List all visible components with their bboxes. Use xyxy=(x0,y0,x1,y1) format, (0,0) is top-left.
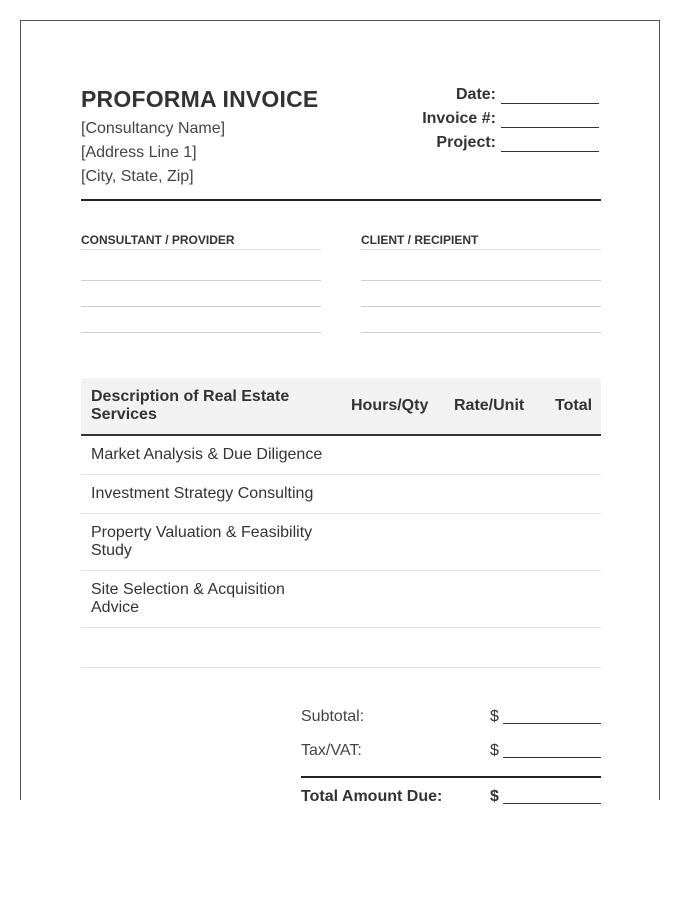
services-table xyxy=(81,378,601,668)
consultant-line[interactable] xyxy=(81,332,321,333)
project-blank-line[interactable] xyxy=(501,135,599,152)
tax-label: Tax/VAT: xyxy=(301,742,362,759)
address-line-1: [Address Line 1] xyxy=(81,144,197,161)
consultant-section xyxy=(81,233,321,250)
table-row xyxy=(81,475,601,514)
tax-blank-line[interactable] xyxy=(503,757,601,758)
subtotal-currency: $ xyxy=(490,708,499,725)
project-label: Project: xyxy=(436,134,496,151)
city-state-zip: [City, State, Zip] xyxy=(81,168,194,185)
table-row xyxy=(81,514,601,571)
date-label: Date: xyxy=(455,86,496,103)
total-due-currency: $ xyxy=(490,788,499,805)
total-header: Total xyxy=(555,397,593,414)
total-due-label: Total Amount Due: xyxy=(301,788,443,805)
date-blank-line[interactable] xyxy=(501,87,599,104)
subtotal-label: Subtotal: xyxy=(301,708,365,725)
invoice-page xyxy=(20,20,660,805)
table-header xyxy=(81,378,601,436)
total-due-blank-line[interactable] xyxy=(503,803,601,804)
total-due-row xyxy=(301,784,601,806)
client-title: CLIENT / RECIPIENT xyxy=(361,233,601,250)
client-line[interactable] xyxy=(361,280,601,281)
date-field xyxy=(456,82,599,104)
table-row xyxy=(81,628,601,668)
consultant-line[interactable] xyxy=(81,280,321,281)
rate-header: Rate/Unit xyxy=(454,397,525,414)
row-description: Site Selection & Acquisition Advice xyxy=(91,581,285,616)
subtotal-blank-line[interactable] xyxy=(503,723,601,724)
subtotal-row xyxy=(301,704,601,726)
header-divider xyxy=(81,199,601,201)
totals-divider xyxy=(301,776,601,778)
tax-currency: $ xyxy=(490,742,499,759)
invoice-number-field xyxy=(422,106,599,128)
invoice-title: PROFORMA INVOICE xyxy=(81,86,319,112)
row-description: Investment Strategy Consulting xyxy=(91,485,314,502)
table-row xyxy=(81,436,601,475)
client-line[interactable] xyxy=(361,332,601,333)
project-field xyxy=(436,130,599,152)
table-row xyxy=(81,571,601,628)
invoice-number-label: Invoice #: xyxy=(422,110,496,127)
qty-header: Hours/Qty xyxy=(351,397,429,414)
client-section xyxy=(361,233,601,250)
row-description: Property Valuation & Feasibility Study xyxy=(91,524,313,559)
consultant-title: CONSULTANT / PROVIDER xyxy=(81,233,321,250)
row-description: Market Analysis & Due Diligence xyxy=(91,446,323,463)
description-header: Description of Real Estate Services xyxy=(91,388,290,423)
consultant-line[interactable] xyxy=(81,306,321,307)
consultancy-name: [Consultancy Name] xyxy=(81,120,226,137)
invoice-number-blank-line[interactable] xyxy=(501,111,599,128)
client-line[interactable] xyxy=(361,306,601,307)
tax-row xyxy=(301,738,601,760)
